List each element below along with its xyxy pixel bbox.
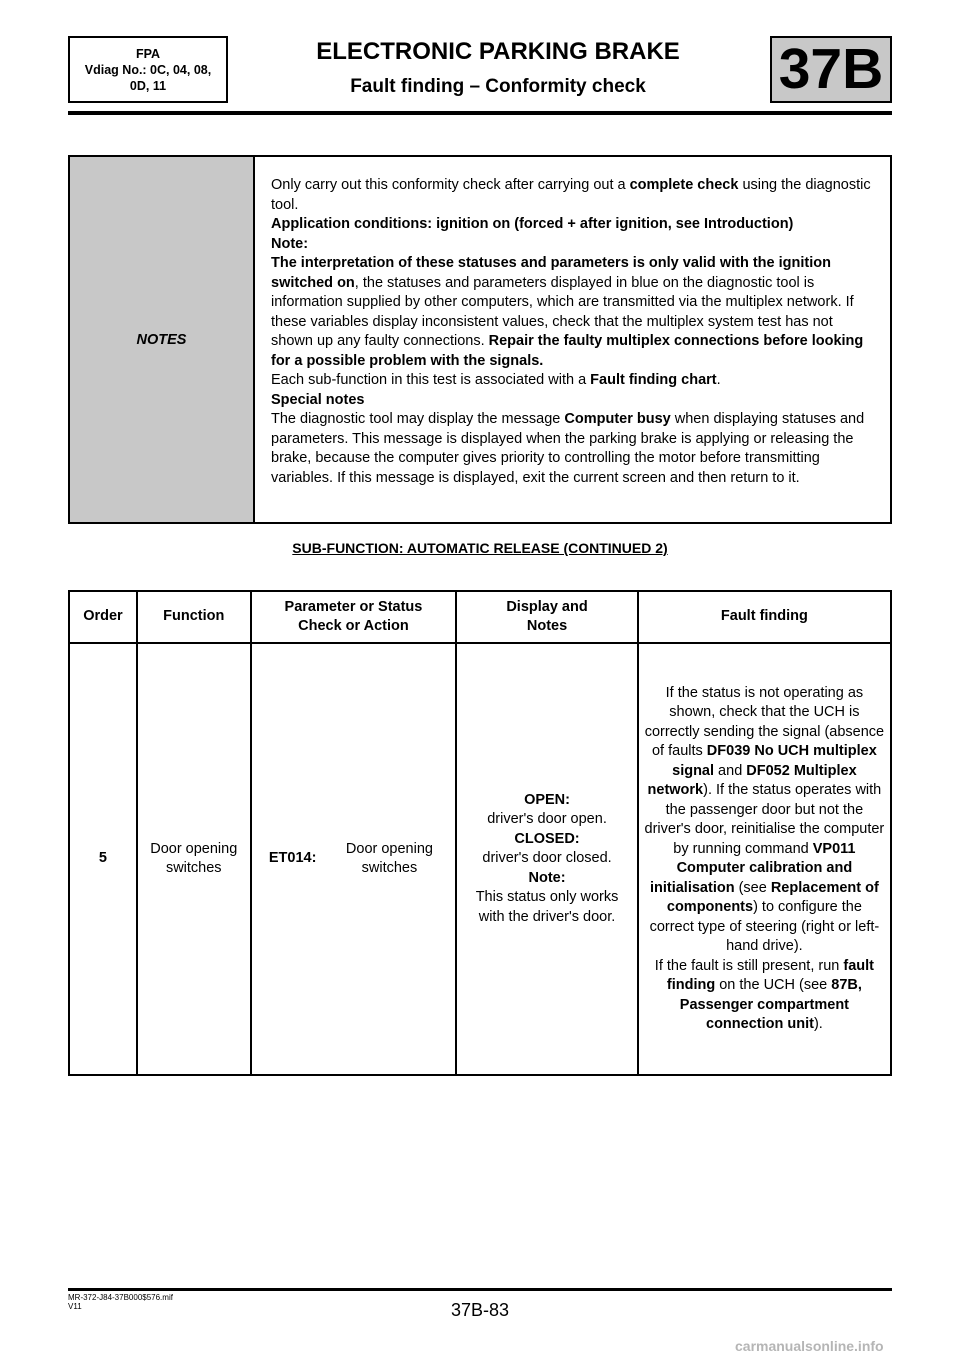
vdiag-line: 0D, 11 (129, 78, 167, 93)
fault-text: If the fault is still present, run (654, 957, 844, 974)
notes-box (68, 155, 892, 524)
col-header-line: Check or Action (298, 618, 409, 634)
notes-bold: Note: (271, 235, 309, 252)
notes-text: Only carry out this conformity check after carrying out a (271, 177, 630, 193)
display-label: Note: (528, 869, 566, 886)
fault-paragraph (643, 957, 886, 1035)
fault-text: ). If the status operates with the passenger door but not the driver's door, reinitialise the computer by running command (644, 782, 885, 857)
fault-text: on the UCH (see (715, 977, 832, 993)
footer-ref-line: MR-372-J84-37B000$576.mif (68, 1293, 173, 1302)
display-text: driver's door open. (487, 811, 607, 828)
col-header-display (456, 591, 638, 643)
cell-display (456, 643, 638, 1075)
subfunction-title: SUB-FUNCTION: AUTOMATIC RELEASE (CONTINUED 2) (292, 540, 668, 556)
section-code-badge: 37B (770, 36, 892, 103)
notes-bold: Application conditions: ignition on (forced + after ignition, see Introduction) (271, 216, 794, 232)
notes-paragraph (271, 235, 876, 255)
notes-text: , the statuses and parameters displayed in blue on the diagnostic tool is information supplied by other computers, which are transmitted via the multiplex network. If these variables display inconsistent values, check that the multiplex system test has not shown up any faulty connections. (271, 274, 854, 349)
page-subtitle: Fault finding – Conformity check (350, 76, 646, 97)
notes-text: Each sub-function in this test is associated with a (271, 372, 591, 388)
fault-text: If the status is not operating as shown, check that the UCH is correctly sending the signal (absence of faults (644, 684, 885, 759)
footer-reference (68, 1293, 173, 1311)
cell-function: Door opening switches (137, 643, 251, 1075)
cell-parameter (251, 643, 457, 1075)
col-header-function: Function (137, 591, 251, 643)
notes-bold: complete check (629, 177, 739, 193)
col-header-order: Order (69, 591, 137, 643)
notes-paragraph (271, 215, 876, 235)
fault-text: ) to configure the correct type of steering (right or left-hand drive). (649, 899, 880, 954)
conformity-table (68, 590, 892, 1076)
notes-content (255, 157, 890, 522)
notes-paragraph (271, 391, 876, 411)
notes-text: when displaying statuses and parameters. This message is displayed when the parking brake is applying or releasing the brake, because the computer gives priority to controlling the motor before transmitting variables. If this message is displayed, exit the current screen and then return to it. (271, 411, 865, 486)
fault-text: and (714, 762, 747, 779)
notes-paragraph (271, 371, 876, 391)
notes-label: NOTES (70, 157, 255, 522)
table-header-row (69, 591, 891, 643)
col-header-fault: Fault finding (638, 591, 891, 643)
fault-bold: Replacement of components (666, 879, 879, 915)
vdiag-line: Vdiag No.: 0C, 04, 08, (84, 62, 212, 77)
parameter-name: Door opening switches (345, 840, 433, 876)
display-label: OPEN: (524, 791, 570, 808)
footer-ref-line: V11 (68, 1302, 82, 1311)
notes-bold: The interpretation of these statuses and parameters is only valid with the ignition switched on (271, 255, 831, 291)
header-rule (68, 111, 892, 115)
notes-bold: Computer busy (564, 411, 671, 427)
col-header-line: Display and (506, 598, 588, 615)
watermark: carmanualsonline.info (735, 1338, 884, 1354)
fault-bold: fault finding (666, 957, 874, 993)
notes-bold: Fault finding chart (590, 372, 717, 388)
parameter-code: ET014: (268, 850, 317, 867)
notes-text: using the diagnostic tool. (271, 177, 871, 213)
cell-fault-finding (638, 643, 891, 1075)
fault-bold: VP011 Computer calibration and initialisation (649, 840, 856, 896)
notes-paragraph (271, 176, 876, 215)
notes-text: . (716, 372, 721, 388)
col-header-line: Parameter or Status (284, 598, 423, 615)
display-label: CLOSED: (514, 830, 580, 847)
notes-bold: Repair the faulty multiplex connections before looking for a possible problem with the signals. (271, 333, 864, 369)
notes-paragraph (271, 254, 876, 371)
fault-bold: DF039 No UCH multiplex signal (672, 743, 877, 779)
vdiag-line: FPA (135, 46, 161, 61)
col-header-line: Notes (526, 618, 568, 634)
fault-bold: 87B, Passenger compartment connection unit (679, 977, 862, 1032)
notes-paragraph (271, 410, 876, 488)
vdiag-box (68, 36, 228, 103)
page-title: ELECTRONIC PARKING BRAKE (316, 38, 680, 65)
fault-paragraph (643, 684, 886, 957)
notes-bold: Special notes (271, 391, 365, 408)
col-header-parameter (251, 591, 457, 643)
display-text: driver's door closed. (482, 850, 612, 867)
display-text: This status only works with the driver's door. (475, 889, 619, 925)
cell-order: 5 (69, 643, 137, 1075)
table-row (69, 643, 891, 1075)
fault-bold: DF052 Multiplex network (647, 762, 857, 798)
footer-rule (68, 1288, 892, 1291)
notes-text: The diagnostic tool may display the message (271, 411, 565, 427)
page-number: 37B-83 (450, 1300, 510, 1320)
fault-text: ). (813, 1016, 823, 1032)
fault-text: (see (734, 879, 771, 896)
